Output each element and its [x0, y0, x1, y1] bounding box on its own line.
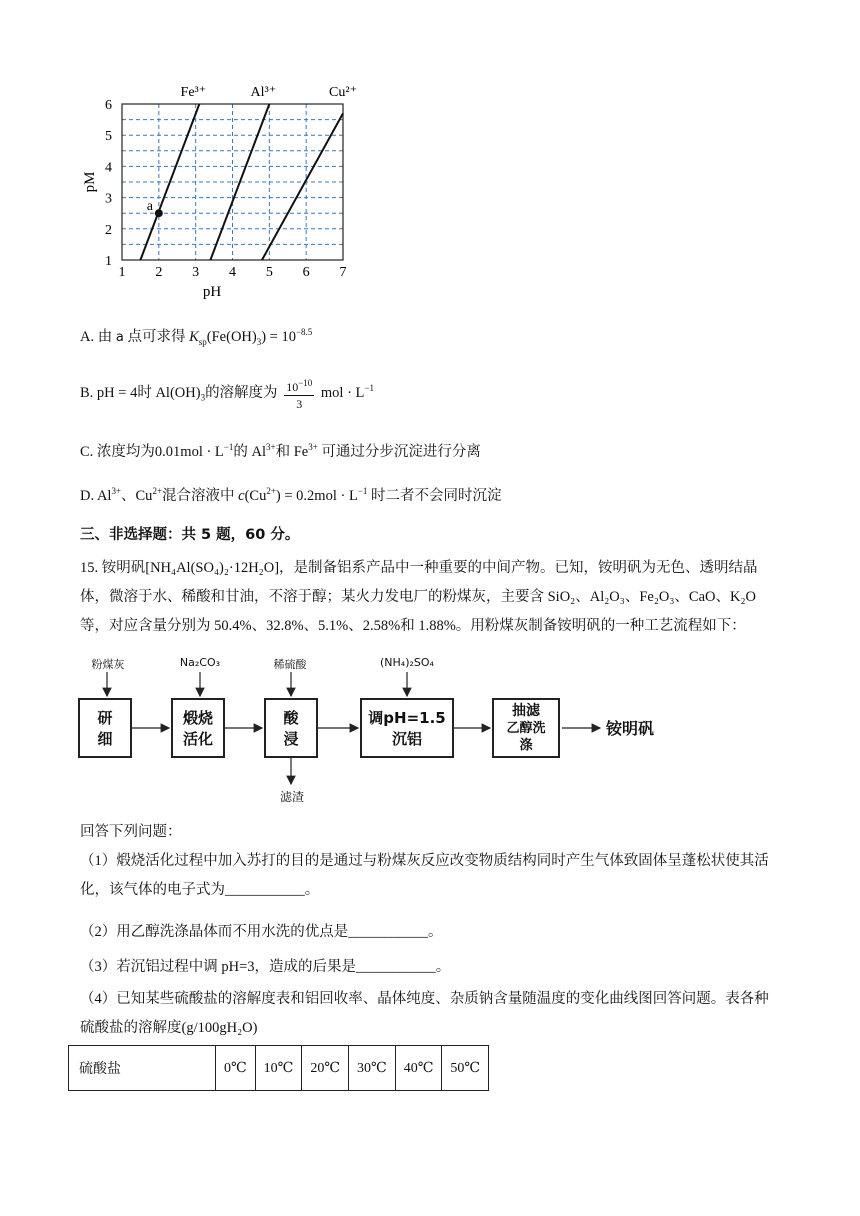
flow-arrows — [0, 650, 860, 810]
table-header-cell: 20℃ — [302, 1046, 349, 1091]
table-header-cell: 30℃ — [349, 1046, 396, 1091]
table-header-cell: 硫酸盐 — [69, 1046, 216, 1091]
product-label: 铵明矾 — [606, 719, 655, 738]
series-line — [210, 104, 269, 260]
chart-labels — [82, 85, 357, 300]
fraction: $\frac{10^{-10}}{3}$ — [284, 375, 314, 412]
y-tick-label: 2 — [105, 222, 112, 238]
y-tick-label: 1 — [105, 254, 112, 269]
section-heading: 三、非选择题：共 5 题，60 分。 — [80, 527, 300, 543]
point-a-label: a — [146, 199, 153, 215]
sub-question-1: （1）煅烧活化过程中加入苏打的目的是通过与粉煤灰反应改变物质结构同时产生气体致固体呈蓬松状使其活化，该气体的电子式为___________。 — [80, 853, 769, 898]
option-b: B. pH = 4时 $Al(OH)_3$的溶解度为 $\frac{10^{-10}}{3}$ mol · $L^{-1}$ — [80, 375, 374, 412]
sub-question-2: （2）用乙醇洗涤晶体而不用水洗的优点是___________。 — [80, 924, 443, 940]
x-tick-label: 5 — [265, 265, 273, 280]
table-header-cell: 0℃ — [216, 1046, 256, 1091]
series-line — [140, 104, 199, 260]
input-label: 粉煤灰 — [91, 658, 125, 671]
series-line — [262, 113, 343, 260]
y-tick-label: 3 — [105, 191, 112, 207]
flow-step-filter-wash: 抽滤 乙醇洗 涤 — [492, 698, 560, 758]
process-flow-diagram — [0, 650, 860, 810]
x-axis-label: pH — [202, 284, 222, 300]
option-d: D. $Al^{3+}$、$Cu^{2+}$混合溶液中 $c(Cu^{2+}) = 0.2mol \cdot L^{-1}$ 时二者不会同时沉淀 — [80, 486, 502, 504]
series-label: Cu²⁺ — [329, 85, 357, 100]
input-label: Na₂CO₃ — [179, 656, 221, 669]
flow-step-grind: 研 细 — [78, 698, 132, 758]
y-axis-label: pM — [82, 171, 98, 193]
input-label: 稀硫酸 — [273, 658, 307, 671]
question-15-intro: 15. 铵明矾[NH₄Al(SO₄)₂·12H₂O]，是制备铝系产品中一种重要的中间产物。已知，铵明矾为无色、透明结晶体，微溶于水、稀酸和甘油，不溶于醇；某火力发电厂的粉煤灰，主要含 SiO₂、Al₂O₃、Fe₂O₃、CaO、K₂O 等，对应含量分别为 50.4%、32.8%、5.1%、2.58%和 1.88%。用粉煤灰制备铵明矾的一种工艺流程如下： — [80, 560, 758, 634]
table-header-cell: 50℃ — [442, 1046, 489, 1091]
point-a — [155, 209, 163, 217]
y-tick-label: 6 — [105, 98, 112, 113]
series-label: Al³⁺ — [250, 85, 277, 100]
answer-prompt: 回答下列问题： — [80, 824, 182, 840]
table-header-cell: 10℃ — [255, 1046, 302, 1091]
residue-label: 滤渣 — [279, 790, 304, 804]
sub-question-4: （4）已知某些硫酸盐的溶解度表和铝回收率、晶体纯度、杂质钠含量随温度的变化曲线图回答问题。表各种硫酸盐的溶解度(g/100gH₂O) — [80, 991, 769, 1036]
chart-grid — [122, 104, 343, 260]
x-tick-label: 2 — [155, 265, 163, 280]
x-tick-label: 1 — [118, 265, 126, 280]
option-c: C. 浓度均为$0.01mol \cdot L^{-1}$的 $Al^{3+}$和 $Fe^{3+}$ 可通过分步沉淀进行分离 — [80, 442, 481, 460]
solubility-table — [68, 1045, 489, 1091]
flow-step-acid-leach: 酸 浸 — [264, 698, 318, 758]
y-tick-label: 5 — [105, 129, 112, 145]
x-tick-label: 3 — [192, 265, 200, 280]
flow-step-calcine: 煅烧 活化 — [171, 698, 225, 758]
table-header-cell: 40℃ — [395, 1046, 442, 1091]
x-tick-label: 7 — [339, 265, 347, 280]
x-tick-label: 6 — [302, 265, 310, 280]
table-row — [69, 1046, 489, 1091]
flow-step-precipitate: 调pH=1.5 沉铝 — [360, 698, 454, 758]
pm-ph-chart — [70, 78, 390, 308]
series-label: Fe³⁺ — [180, 85, 207, 100]
option-a: A. 由 a 点可求得 $K_{sp}(Fe(OH)_3) = 10^{-8.5}$ — [80, 327, 313, 347]
input-label: (NH₄)₂SO₄ — [380, 656, 434, 669]
sub-question-3: （3）若沉铝过程中调 pH=3，造成的后果是___________。 — [80, 959, 451, 975]
y-tick-label: 4 — [105, 160, 112, 176]
x-tick-label: 4 — [229, 265, 236, 280]
